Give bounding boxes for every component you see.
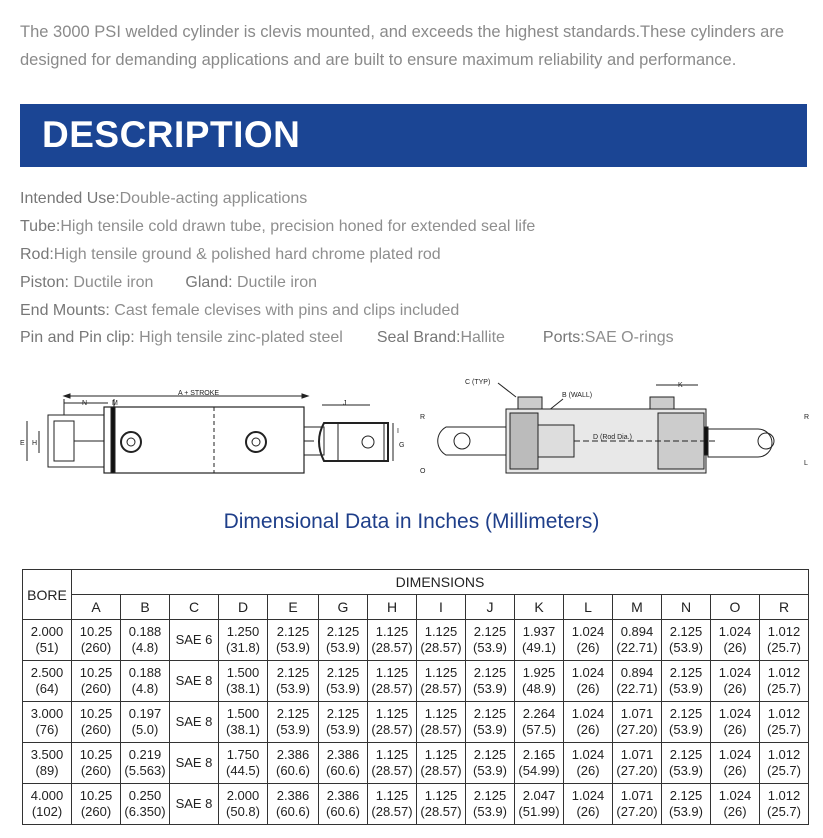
- dimension-cell: 1.125 (28.57): [417, 620, 466, 661]
- column-header: E: [268, 595, 319, 620]
- dimension-cell: 1.024 (26): [564, 784, 613, 825]
- banner-title: DESCRIPTION: [42, 114, 301, 155]
- dimension-cell: 0.894 (22.71): [613, 620, 662, 661]
- cylinder-section-view: [420, 379, 809, 475]
- dimension-cell: 1.012 (25.7): [760, 620, 809, 661]
- column-header: N: [662, 595, 711, 620]
- dimension-cell: 2.125 (53.9): [268, 620, 319, 661]
- dimension-cell: SAE 6: [170, 620, 219, 661]
- spec-piston-gland: Piston: Ductile iron Gland: Ductile iron: [20, 274, 318, 291]
- dimension-cell: 1.125 (28.57): [417, 784, 466, 825]
- bore-cell: 2.500 (64): [23, 661, 72, 702]
- dimension-cell: 10.25 (260): [72, 661, 121, 702]
- dimension-cell: 2.125 (53.9): [466, 620, 515, 661]
- label-r-left: R: [420, 414, 426, 421]
- intro-paragraph: The 3000 PSI welded cylinder is clevis mounted, and exceeds the highest standards.These cylinders are designed for demanding applications and are built to ensure maximum reliability and performance.: [20, 23, 785, 69]
- dimension-cell: 10.25 (260): [72, 620, 121, 661]
- bore-cell: 3.500 (89): [23, 743, 72, 784]
- cylinder-side-view: [20, 390, 404, 473]
- label-b-wall: B (WALL): [562, 392, 593, 399]
- column-header: H: [368, 595, 417, 620]
- dimension-cell: 0.894 (22.71): [613, 661, 662, 702]
- dimension-cell: 1.500 (38.1): [219, 661, 268, 702]
- dimension-cell: 1.024 (26): [564, 702, 613, 743]
- label-e: E: [20, 440, 25, 447]
- dimension-cell: 1.125 (28.57): [417, 743, 466, 784]
- dimension-cell: 2.165 (54.99): [515, 743, 564, 784]
- dimension-cell: 1.012 (25.7): [760, 743, 809, 784]
- spec-intended-use: Intended Use:Double-acting applications: [20, 190, 308, 207]
- dimension-cell: 2.125 (53.9): [268, 661, 319, 702]
- column-header: A: [72, 595, 121, 620]
- dimension-cell: 2.125 (53.9): [466, 702, 515, 743]
- dimension-cell: 1.250 (31.8): [219, 620, 268, 661]
- table-row: [23, 743, 809, 784]
- dimension-cell: SAE 8: [170, 661, 219, 702]
- dimension-cell: 1.125 (28.57): [368, 784, 417, 825]
- dimension-cell: 2.264 (57.5): [515, 702, 564, 743]
- dimension-cell: 1.012 (25.7): [760, 784, 809, 825]
- dimension-cell: 1.024 (26): [711, 784, 760, 825]
- dimension-cell: 10.25 (260): [72, 743, 121, 784]
- dimension-cell: 1.750 (44.5): [219, 743, 268, 784]
- dimension-cell: 2.125 (53.9): [268, 702, 319, 743]
- label-h: H: [32, 440, 38, 447]
- cylinder-drawings: [18, 375, 818, 485]
- dimension-cell: 1.024 (26): [711, 702, 760, 743]
- dimension-cell: 1.937 (49.1): [515, 620, 564, 661]
- dimension-cell: 1.024 (26): [711, 743, 760, 784]
- dimension-cell: 1.125 (28.57): [417, 702, 466, 743]
- dimension-cell: 2.125 (53.9): [319, 661, 368, 702]
- column-header: O: [711, 595, 760, 620]
- dimension-cell: 1.071 (27.20): [613, 784, 662, 825]
- dimension-cell: 2.125 (53.9): [319, 702, 368, 743]
- label-l: L: [804, 460, 808, 467]
- dimension-cell: 1.024 (26): [564, 661, 613, 702]
- dimension-cell: 2.125 (53.9): [662, 620, 711, 661]
- dimension-cell: 2.000 (50.8): [219, 784, 268, 825]
- dimensions-table: [22, 569, 809, 825]
- table-row: [23, 620, 809, 661]
- dimension-cell: 10.25 (260): [72, 702, 121, 743]
- label-g: G: [399, 442, 405, 449]
- bore-cell: 4.000 (102): [23, 784, 72, 825]
- dimension-cell: 2.125 (53.9): [466, 743, 515, 784]
- table-row: [23, 661, 809, 702]
- dimension-cell: 1.071 (27.20): [613, 743, 662, 784]
- dimension-cell: 2.125 (53.9): [466, 784, 515, 825]
- dimension-cell: 2.386 (60.6): [268, 743, 319, 784]
- label-m: M: [112, 400, 118, 407]
- bore-cell: 2.000 (51): [23, 620, 72, 661]
- dimension-cell: 2.386 (60.6): [319, 784, 368, 825]
- spec-pin-seal-ports: Pin and Pin clip: High tensile zinc-plated steel Seal Brand:Hallite Ports:SAE O-rings: [20, 329, 674, 346]
- dimension-cell: 2.386 (60.6): [268, 784, 319, 825]
- dimensions-header: DIMENSIONS: [72, 570, 809, 595]
- dimension-cell: SAE 8: [170, 743, 219, 784]
- dimension-cell: 1.024 (26): [711, 620, 760, 661]
- column-header: L: [564, 595, 613, 620]
- dimension-cell: 1.024 (26): [711, 661, 760, 702]
- dimension-cell: 0.197 (5.0): [121, 702, 170, 743]
- table-row: [23, 784, 809, 825]
- bore-header: BORE: [23, 570, 72, 620]
- dimension-cell: 0.219 (5.563): [121, 743, 170, 784]
- dimension-cell: 2.047 (51.99): [515, 784, 564, 825]
- dimension-cell: SAE 8: [170, 702, 219, 743]
- dimension-cell: 2.125 (53.9): [662, 784, 711, 825]
- column-header: I: [417, 595, 466, 620]
- column-header: K: [515, 595, 564, 620]
- spec-tube: Tube:High tensile cold drawn tube, precision honed for extended seal life: [20, 218, 536, 235]
- column-header: R: [760, 595, 809, 620]
- dimension-cell: 1.125 (28.57): [368, 620, 417, 661]
- dimension-cell: SAE 8: [170, 784, 219, 825]
- dimension-cell: 2.125 (53.9): [662, 661, 711, 702]
- column-header: B: [121, 595, 170, 620]
- label-k: K: [678, 382, 683, 389]
- dimension-cell: 1.024 (26): [564, 620, 613, 661]
- label-o: O: [420, 468, 426, 475]
- dimension-cell: 0.250 (6.350): [121, 784, 170, 825]
- dimension-cell: 1.125 (28.57): [368, 743, 417, 784]
- label-n: N: [82, 400, 88, 407]
- dimension-cell: 1.024 (26): [564, 743, 613, 784]
- dimension-cell: 1.500 (38.1): [219, 702, 268, 743]
- spec-end-mounts: End Mounts: Cast female clevises with pins and clips included: [20, 302, 460, 319]
- table-title: Dimensional Data in Inches (Millimeters): [223, 510, 600, 533]
- column-header: J: [466, 595, 515, 620]
- column-header: D: [219, 595, 268, 620]
- dimension-cell: 2.125 (53.9): [662, 702, 711, 743]
- dimension-cell: 1.125 (28.57): [417, 661, 466, 702]
- dimension-cell: 0.188 (4.8): [121, 620, 170, 661]
- dimension-cell: 2.125 (53.9): [466, 661, 515, 702]
- dimension-cell: 2.125 (53.9): [319, 620, 368, 661]
- label-i: I: [397, 428, 399, 435]
- dimension-cell: 1.925 (48.9): [515, 661, 564, 702]
- dimension-cell: 1.012 (25.7): [760, 661, 809, 702]
- table-row: [23, 702, 809, 743]
- column-header: C: [170, 595, 219, 620]
- label-c-typ: C (TYP): [465, 379, 491, 386]
- dimension-cell: 1.071 (27.20): [613, 702, 662, 743]
- spec-rod: Rod:High tensile ground & polished hard chrome plated rod: [20, 246, 441, 263]
- dimension-cell: 1.125 (28.57): [368, 702, 417, 743]
- column-header: M: [613, 595, 662, 620]
- column-header: G: [319, 595, 368, 620]
- description-banner: [20, 104, 807, 167]
- dimension-cell: 1.012 (25.7): [760, 702, 809, 743]
- dimension-cell: 1.125 (28.57): [368, 661, 417, 702]
- label-a-stroke: A + STROKE: [178, 390, 220, 397]
- label-j: J: [343, 400, 347, 407]
- dimension-cell: 2.125 (53.9): [662, 743, 711, 784]
- label-d-rod: D (Rod Dia.): [593, 434, 632, 441]
- dimension-cell: 2.386 (60.6): [319, 743, 368, 784]
- dimension-cell: 10.25 (260): [72, 784, 121, 825]
- dimension-cell: 0.188 (4.8): [121, 661, 170, 702]
- bore-cell: 3.000 (76): [23, 702, 72, 743]
- label-r-right: R: [804, 414, 810, 421]
